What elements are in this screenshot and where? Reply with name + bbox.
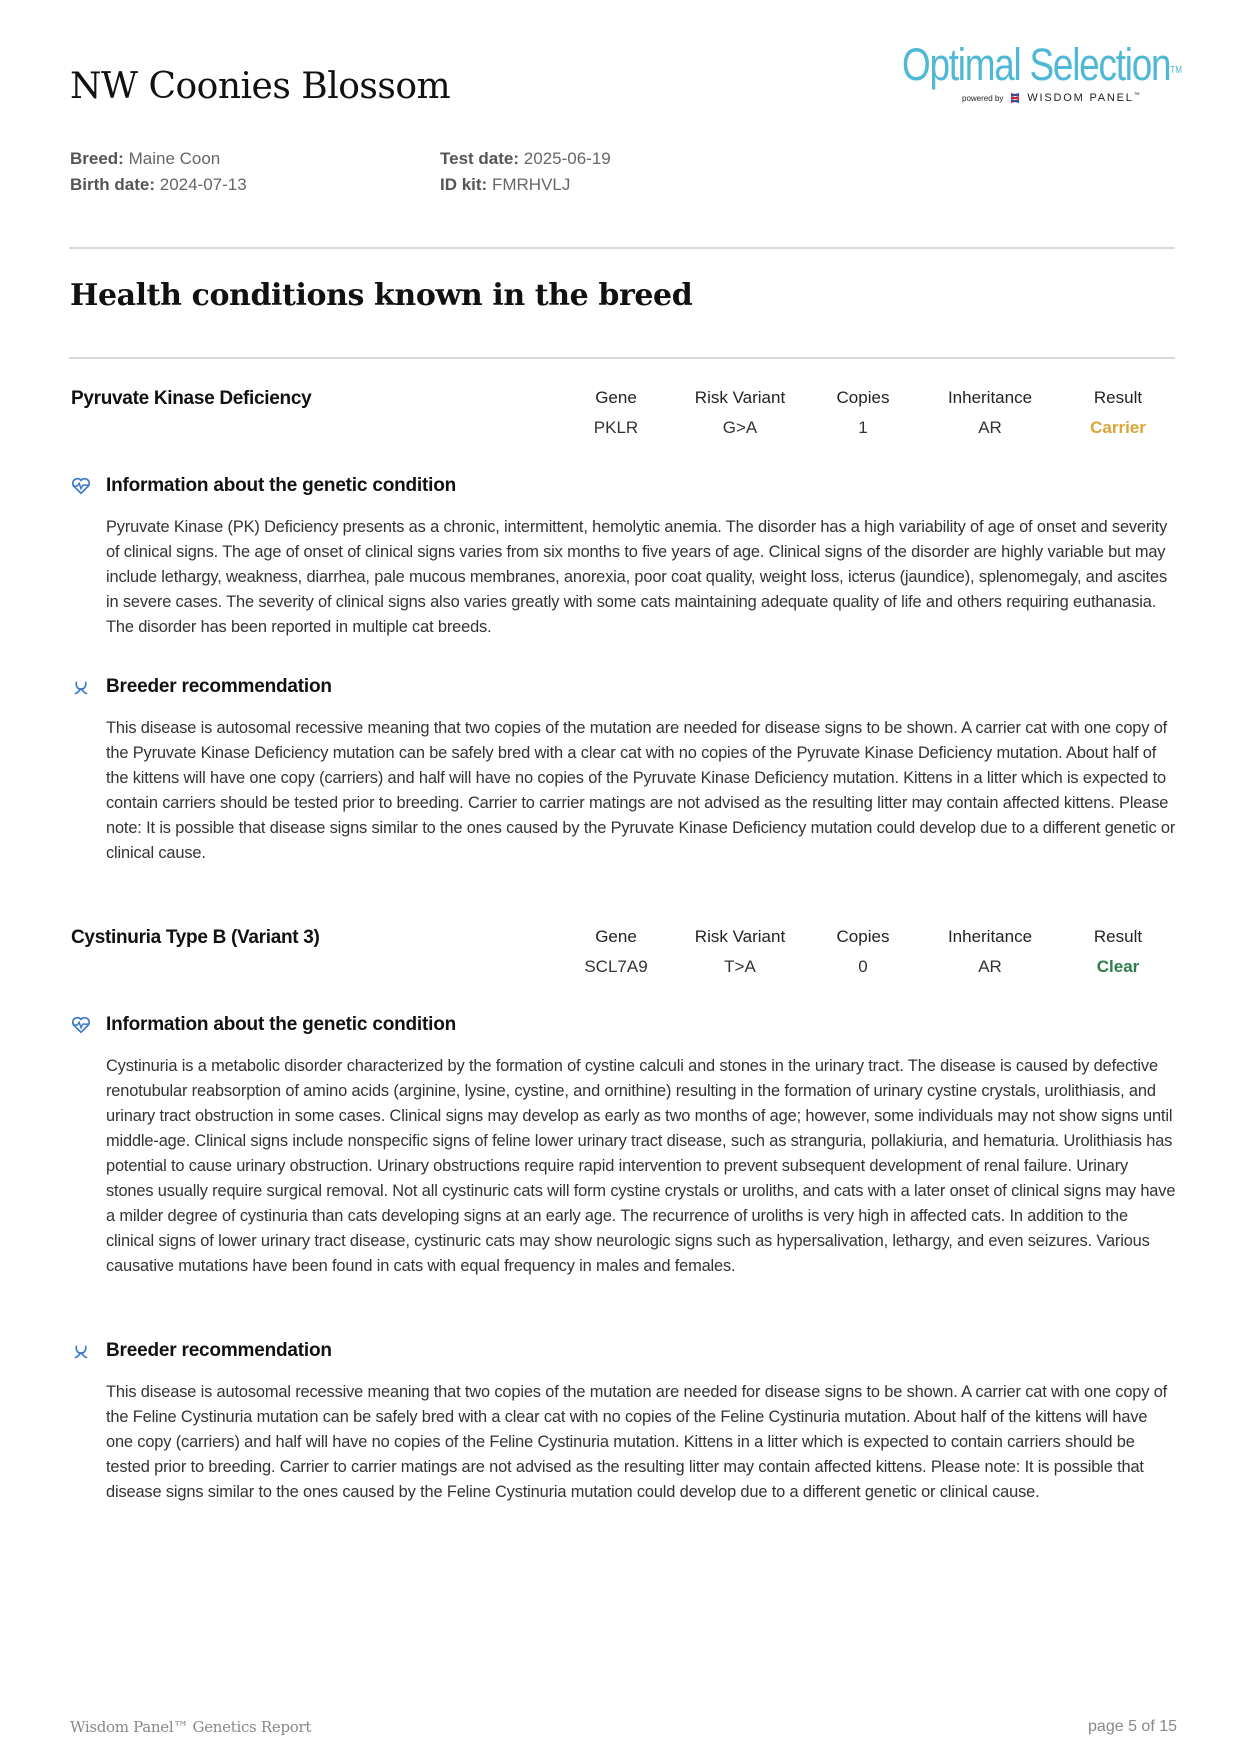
page-number: page 5 of 15 [1088,1718,1177,1735]
condition-title: Cystinuria Type B (Variant 3) [71,927,320,948]
kit-id-label: ID kit: [440,175,488,194]
test-date-row [440,146,611,172]
breeder-heading [70,676,332,698]
logo-tm: TM [1170,65,1183,76]
breeder-heading-text: Breeder recommendation [106,1340,332,1361]
kit-id-row [440,172,611,198]
info-paragraph: Pyruvate Kinase (PK) Deficiency presents as a chronic, intermittent, hemolytic anemia. The disorder has a high variability of age of onset and severity of clinical signs. The age of onset of clinical signs varies from six months to five years of age. Clinical signs of the disorder are highly variable but may include lethargy, weakness, diarrhea, pale mucous membranes, anorexia, poor coat quality, weight loss, icterus (jaundice), splenomegaly, and ascites in severe cases. The severity of clinical signs also varies greatly with some cats maintaining adequate quality of life and others requiring euthanasia. The disorder has been reported in multiple cat breeds. [106,518,1168,636]
result-badge: Clear [1096,957,1140,976]
info-heading-text: Information about the genetic condition [106,475,457,496]
result-header: Result [1093,388,1143,407]
breed-label: Breed: [70,149,124,168]
meta-left [70,146,247,198]
breed-row [70,146,247,172]
inheritance-value: AR [978,957,1002,976]
divider [69,247,1175,249]
inheritance-header: Inheritance [947,927,1033,946]
info-heading [70,475,456,497]
wisdom-panel-mark-icon [1009,92,1021,104]
result-column [1038,927,1198,977]
breeder-heading-text: Breeder recommendation [106,676,332,697]
copies-value: 1 [858,418,868,437]
info-paragraph: Cystinuria is a metabolic disorder characterized by the formation of cystine calculi and stones in the urinary tract. The disease is caused by defective renotubular reabsorption of amino acids (arginine, lysine, cystine, and ornithine) resulting in the formation of urinary cystine crystals, urolithiasis, and urinary tract obstruction in some cases. Clinical signs may develop as early as two months of age; however, some individuals may not show signs until middle-age. Clinical signs include nonspecific signs of feline lower urinary tract disease, such as stranguria, pollakiuria, and hematuria. Urolithiasis has potential to cause urinary obstruction. Urinary obstructions require rapid intervention to prevent subsequent development of renal failure. Urinary stones usually require surgical removal. Not all cystinuric cats will form cystine crystals or uroliths, and cats with a later onset of clinical signs may have a milder degree of cystinuria than cats developing signs at an early age. The recurrence of uroliths is very high in affected cats. In addition to the clinical signs of lower urinary tract disease, cystinuric cats may show neurologic signs such as hypersalivation, lethargy, and even seizures. Various causative mutations have been found in cats with equal frequency in males and females. [106,1057,1176,1275]
result-header: Result [1093,927,1143,946]
cat-pawprint-icon [70,1340,92,1362]
breeder-heading [70,1340,332,1362]
logo-brand-tm: ™ [1133,92,1140,99]
kit-id-value: FMRHVLJ [491,175,571,194]
risk-variant-header: Risk Variant [694,388,786,407]
heart-pulse-icon [70,1014,92,1036]
birth-date-row [70,172,247,198]
result-column [1038,388,1198,438]
copies-header: Copies [836,388,890,407]
logo-powered-by: powered by [962,93,1004,103]
heart-pulse-icon [70,475,92,497]
test-date-value: 2025-06-19 [523,149,611,168]
logo-wordmark [902,39,1183,90]
divider [69,357,1175,359]
breed-value: Maine Coon [128,149,221,168]
info-heading [70,1014,456,1036]
birth-date-label: Birth date: [70,175,155,194]
gene-header: Gene [595,927,637,946]
gene-value: PKLR [593,418,639,437]
inheritance-header: Inheritance [947,388,1033,407]
logo-brand-text: WISDOM PANEL [1027,92,1134,104]
footer-report-name: Wisdom Panel™ Genetics Report [70,1718,312,1736]
copies-header: Copies [836,927,890,946]
page-title: NW Coonies Blossom [70,66,451,107]
copies-value: 0 [858,957,868,976]
info-heading-text: Information about the genetic condition [106,1014,457,1035]
meta-right [440,146,611,198]
gene-value: SCL7A9 [584,957,648,976]
optimal-selection-logo [902,39,1183,104]
result-badge: Carrier [1090,418,1146,437]
test-date-label: Test date: [440,149,520,168]
inheritance-value: AR [978,418,1002,437]
risk-variant-value: G>A [722,418,758,437]
section-heading: Health conditions known in the breed [70,278,693,313]
gene-header: Gene [595,388,637,407]
risk-variant-value: T>A [724,957,756,976]
logo-main-text: Optimal Selection [902,39,1171,90]
condition-title: Pyruvate Kinase Deficiency [71,388,312,409]
breeder-paragraph: This disease is autosomal recessive meaning that two copies of the mutation are needed for disease signs to be shown. A carrier cat with one copy of the Feline Cystinuria mutation can be safely bred with a clear cat with no copies of the Feline Cystinuria mutation. About half of the kittens will have one copy (carriers) and half will have no copies of the Feline Cystinuria mutation. Kittens in a litter which is expected to contain carriers should be tested prior to breeding. Carrier to carrier matings are not advised as the resulting litter may contain affected kittens. Please note: It is possible that disease signs similar to the ones caused by the Feline Cystinuria mutation could develop due to a different genetic or clinical cause. [106,1383,1168,1501]
birth-date-value: 2024-07-13 [159,175,247,194]
logo-brand [1027,92,1139,104]
breeder-paragraph: This disease is autosomal recessive meaning that two copies of the mutation are needed for disease signs to be shown. A carrier cat with one copy of the Pyruvate Kinase Deficiency mutation can be safely bred with a clear cat with no copies of the Pyruvate Kinase Deficiency mutation. About half of the kittens will have one copy (carriers) and half will have no copies of the Pyruvate Kinase Deficiency mutation. Kittens in a litter which is expected to contain carriers should be tested prior to breeding. Carrier to carrier matings are not advised as the resulting litter may contain affected kittens. Please note: It is possible that disease signs similar to the ones caused by the Pyruvate Kinase Deficiency mutation could develop due to a different genetic or clinical cause. [106,719,1176,862]
cat-pawprint-icon [70,676,92,698]
logo-subline [962,92,1140,104]
risk-variant-header: Risk Variant [694,927,786,946]
